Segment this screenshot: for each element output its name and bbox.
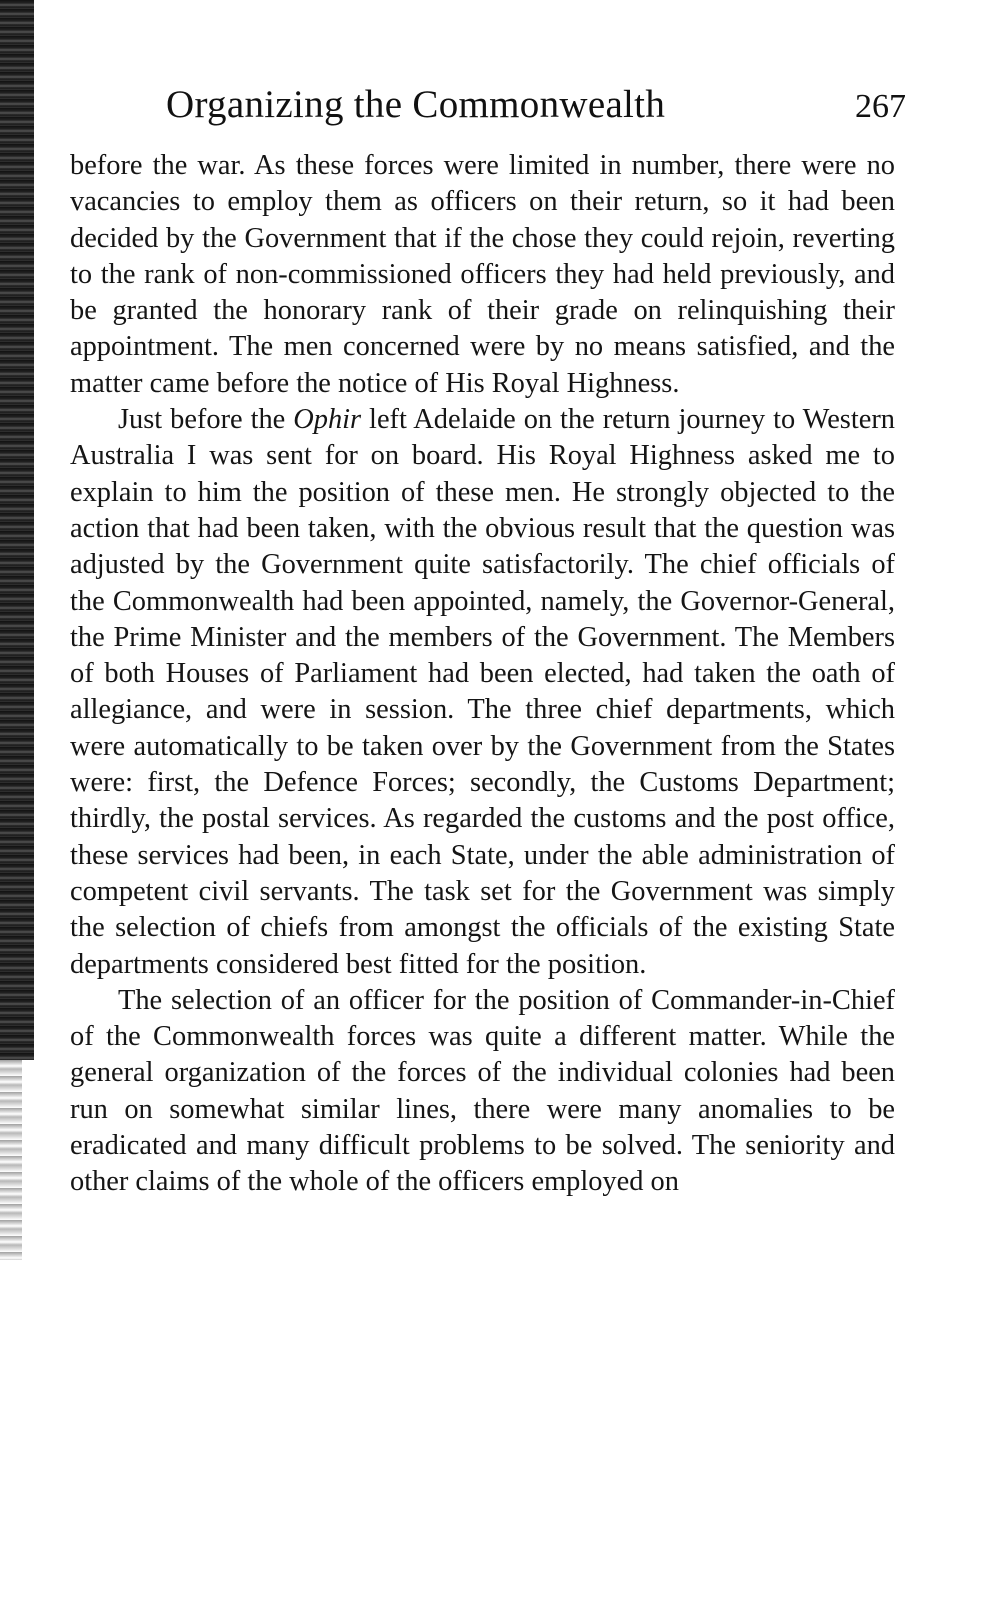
paragraph-1: before the war. As these forces were limited in number, there were no vacancies to employ them as officers on their return, so it had been decided by the Government that if the chose they could rejoin, reverting to the rank of non-commissioned officers they had held previously, and be granted the honorary rank of their grade on relinquishing their appointment. The men concerned were by no means satisfied, and the matter came before the notice of His Royal Highness. [70,150,895,399]
running-title: Organizing the Commonwealth [166,83,666,126]
ship-name: Ophir [293,404,362,436]
paragraph-2-rest: left Adelaide on the return journey to Western Australia I was sent for on board. His Royal Highness asked me to explain to him the position of these men. He strongly objected to the action that had been taken, with the obvious result that the question was adjusted by the Government quite satisfactorily. The chief officials of the Commonwealth had been appointed, namely, the Governor-General, the Prime Minister and the members of the Government. The Members of both Houses of Parliament had been elected, had taken the oath of allegiance, and were in session. The three chief departments, which were automatically to be taken over by the Government from the States were: first, the Defence Forces; secondly, the Customs Department; thirdly, the postal services. As regarded the customs and the post office, these services had been, in each State, under the able administration of competent civil servants. The task set for the Government was simply the selection of chiefs from amongst the officials of the existing State departments considered best fitted for the position. [70,404,895,980]
binding-edge-fade [0,1060,22,1260]
body-text [70,148,895,1201]
paragraph-3: The selection of an officer for the position of Commander-in-Chief of the Commonwealth forces was quite a different matter. While the general organization of the forces of the individual colonies had been run on somewhat similar lines, there were many anomalies to be eradicated and many difficult problems to be solved. The seniority and other claims of the whole of the officers employed on [70,984,895,1198]
page-header [166,82,906,142]
page-number: 267 [855,88,906,125]
paragraph-2 [70,402,895,983]
binding-edge [0,0,34,1060]
paragraph-2-start: Just before the [118,404,294,436]
